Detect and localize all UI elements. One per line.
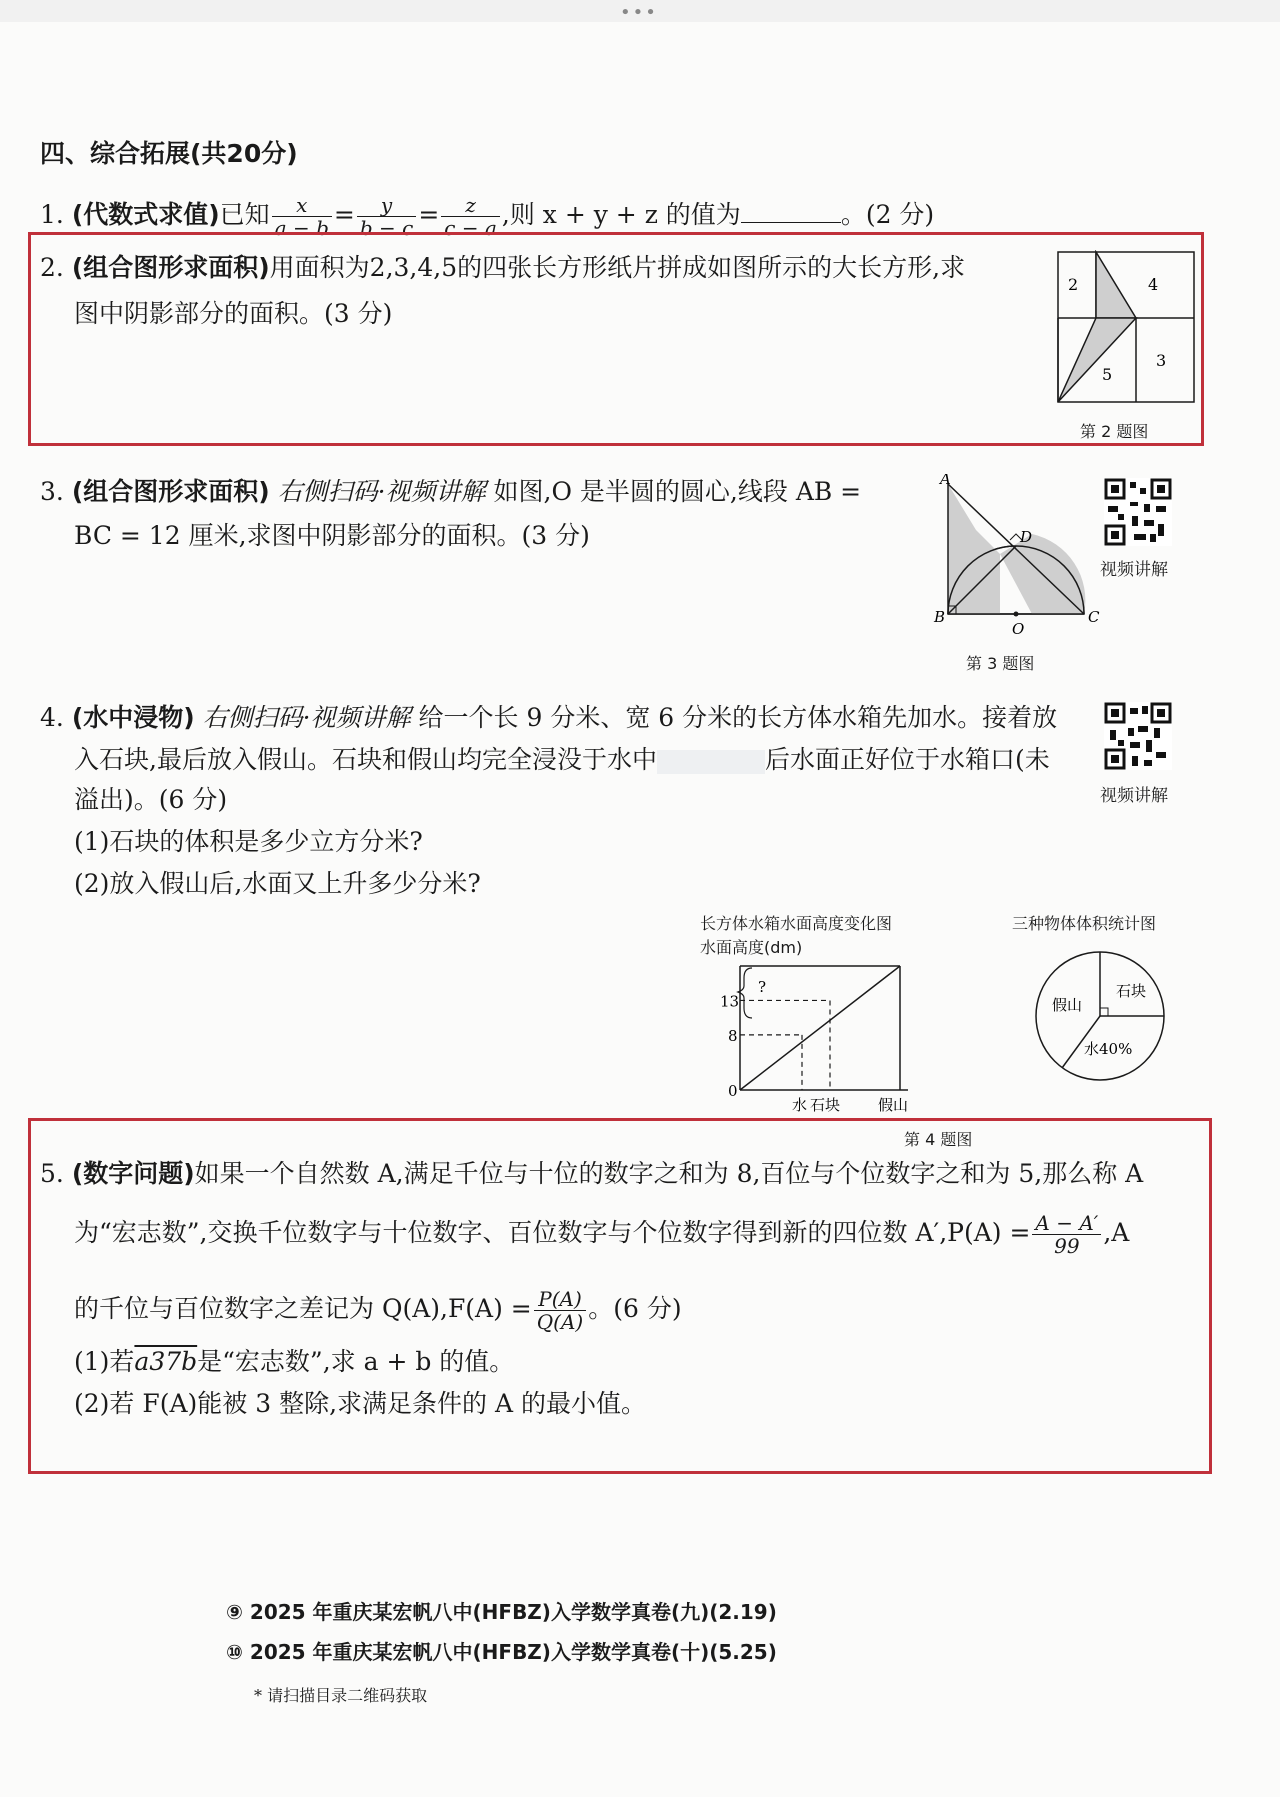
q2-label-3: 3 xyxy=(1156,351,1167,370)
q1-number: 1. xyxy=(40,200,64,229)
question-5-line2: 为“宏志数”,交换千位数字与十位数字、百位数字与个位数字得到新的四位数 A′,P(A) = $\frac{A - A'}{99}$ ,A xyxy=(74,1211,1130,1258)
q5-frac-p: $\frac{A - A'}{99}$ xyxy=(1032,1212,1101,1257)
q5-sub2: (2)若 F(A)能被 3 整除,求满足条件的 A 的最小值。 xyxy=(74,1389,646,1418)
chart1-title: 长方体水箱水面高度变化图 xyxy=(700,914,893,933)
top-bar xyxy=(0,0,1280,22)
q4-caption: 第 4 题图 xyxy=(904,1130,973,1149)
q3-shaded-left xyxy=(948,484,1000,614)
more-options-icon[interactable]: ••• xyxy=(620,2,658,23)
q3-caption: 第 3 题图 xyxy=(966,654,1035,673)
question-2-line2: 图中阴影部分的面积。(3 分) xyxy=(74,299,393,328)
chart1-ytick-8: 8 xyxy=(728,1026,738,1045)
question-4-line2: 入石块,最后放入假山。石块和假山均完全浸没于水中 后水面正好位于水箱口(未 xyxy=(74,745,1050,774)
chart2-label-water: 水40% xyxy=(1084,1040,1133,1058)
q1-answer-blank[interactable] xyxy=(741,198,841,223)
q4-scan-hint: 右侧扫码·视频讲解 xyxy=(202,703,411,732)
question-4-line1: 4. (水中浸物) 右侧扫码·视频讲解 给一个长 9 分米、宽 6 分米的长方体水箱先加水。接着放 xyxy=(40,703,1058,732)
q1-frac1: $\frac{x}{a - b}$ xyxy=(272,194,332,239)
q1-frac3: $\frac{z}{c - a}$ xyxy=(441,194,500,239)
question-3-line1: 3. (组合图形求面积) 右侧扫码·视频讲解 如图,O 是半圆的圆心,线段 AB = xyxy=(40,477,862,506)
chart1-xlabel-hill: 假山 xyxy=(878,1096,909,1114)
q4-sub1: (1)石块的体积是多少立方分米? xyxy=(74,827,423,856)
q4-sub2: (2)放入假山后,水面又上升多少分米? xyxy=(74,869,481,898)
chart1-ylabel: 水面高度(dm) xyxy=(700,938,803,957)
q3-qr-code-icon[interactable] xyxy=(1104,478,1172,546)
q5-sub1: (1)若a37b是“宏志数”,求 a + b 的值。 xyxy=(74,1347,515,1376)
q2-figure xyxy=(1052,250,1200,406)
q4-qr-code-icon[interactable] xyxy=(1104,702,1172,770)
q3-label-b: B xyxy=(934,608,946,626)
question-3-line2: BC = 12 厘米,求图中阴影部分的面积。(3 分) xyxy=(74,521,590,550)
section-title: 四、综合拓展(共20分) xyxy=(40,139,298,168)
footer-item-10: ⑩ 2025 年重庆某宏帆八中(HFBZ)入学数学真卷(十)(5.25) xyxy=(226,1640,777,1664)
q3-scan-hint: 右侧扫码·视频讲解 xyxy=(277,477,486,506)
chart1-ytick-0: 0 xyxy=(728,1082,738,1100)
q2-tag: (组合图形求面积) xyxy=(71,253,270,282)
q3-label-d: D xyxy=(1020,528,1033,546)
question-4-line3: 溢出)。(6 分) xyxy=(74,785,228,814)
q3-tag: (组合图形求面积) xyxy=(71,477,270,506)
q3-figure xyxy=(920,474,1100,634)
water-height-line-chart xyxy=(694,956,934,1116)
q4-tag: (水中浸物) xyxy=(71,703,195,732)
chart2-label-hill: 假山 xyxy=(1052,996,1083,1014)
volume-pie-chart xyxy=(1030,944,1180,1094)
chart2-title: 三种物体体积统计图 xyxy=(1012,914,1157,933)
q1-frac2: $\frac{y}{b - c}$ xyxy=(357,194,416,239)
q5-frac-f: $\frac{P(A)}{Q(A)}$ xyxy=(534,1288,586,1333)
q5-tag: (数字问题) xyxy=(71,1159,195,1188)
q3-label-c: C xyxy=(1088,608,1100,626)
chart1-ytick-13: 13 xyxy=(720,992,740,1011)
q5-digit-number: a37b xyxy=(134,1347,198,1376)
question-2-line1: 2. (组合图形求面积)用面积为2,3,4,5的四张长方形纸片拼成如图所示的大长方形,求 xyxy=(40,253,966,282)
chart1-annotation: ? xyxy=(758,978,767,996)
q4-blurred-region xyxy=(657,750,765,774)
q2-label-5: 5 xyxy=(1102,365,1113,384)
q2-shaded-top xyxy=(1096,252,1136,318)
chart1-xlabel-rock: 石块 xyxy=(810,1096,841,1114)
q2-label-2: 2 xyxy=(1068,275,1079,294)
question-1: 1. (代数式求值)已知 $\frac{x}{a - b}$ = $\frac{y}{b - c}$ = $\frac{z}{c - a}$ ,则 x + y + z 的值为 。(2 分) xyxy=(40,193,935,240)
q2-shaded-bottom xyxy=(1058,318,1136,402)
q4-qr-label: 视频讲解 xyxy=(1100,786,1168,806)
q1-post: ,则 x + y + z 的值为 xyxy=(501,200,741,229)
chart1-xlabel-water: 水 xyxy=(792,1096,808,1114)
footer-note: * 请扫描目录二维码获取 xyxy=(254,1686,428,1705)
q3-label-o: O xyxy=(1012,620,1025,634)
q3-label-a: A xyxy=(940,474,951,488)
q2-label-4: 4 xyxy=(1148,275,1159,294)
q2-caption: 第 2 题图 xyxy=(1080,422,1149,441)
question-5-line1: 5. (数字问题)如果一个自然数 A,满足千位与十位的数字之和为 8,百位与个位数字之和为 5,那么称 A xyxy=(40,1159,1144,1188)
q3-qr-label: 视频讲解 xyxy=(1100,560,1168,580)
footer-item-9: ⑨ 2025 年重庆某宏帆八中(HFBZ)入学数学真卷(九)(2.19) xyxy=(226,1600,777,1624)
q1-tag: (代数式求值) xyxy=(71,200,220,229)
q1-pre: 已知 xyxy=(219,200,270,229)
question-5-line3: 的千位与百位数字之差记为 Q(A),F(A) = $\frac{P(A)}{Q(A)}$ 。(6 分) xyxy=(74,1287,682,1334)
chart2-label-rock: 石块 xyxy=(1116,982,1147,1000)
